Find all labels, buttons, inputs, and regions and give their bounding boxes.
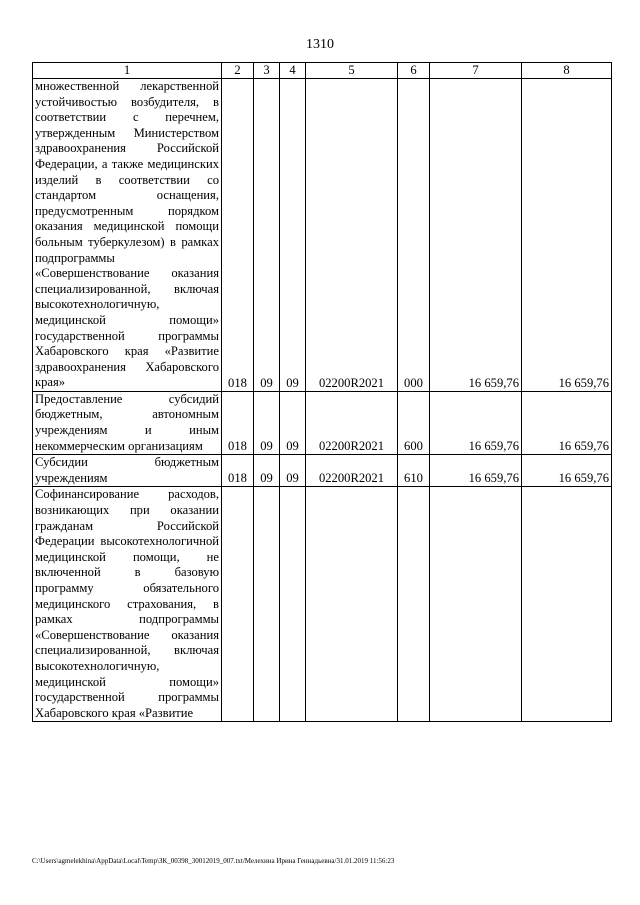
row-code-subsection: 09 <box>280 391 306 454</box>
row-code-section <box>254 487 280 722</box>
row-code-expense-type: 000 <box>398 79 430 392</box>
row-code-ministry: 018 <box>222 79 254 392</box>
row-code-ministry <box>222 487 254 722</box>
column-header-3: 3 <box>254 63 280 79</box>
column-header-7: 7 <box>430 63 522 79</box>
row-name: Софинансирование расходов, возникающих при оказании гражданам Российской Федерации высокотехнологичной медицинской помощи, не включенной в базовую программу обязательного медицинского страхования, в рамках подпрограммы «Совершенствование оказания специализированной, включая высокотехнологичную, медицинской помощи» государственной программы Хабаровского края «Развитие <box>33 487 222 722</box>
row-code-target: 02200R2021 <box>306 79 398 392</box>
row-code-section: 09 <box>254 391 280 454</box>
table-row <box>33 455 612 487</box>
row-code-target: 02200R2021 <box>306 455 398 487</box>
row-code-expense-type: 610 <box>398 455 430 487</box>
row-amount-1: 16 659,76 <box>430 79 522 392</box>
column-header-6: 6 <box>398 63 430 79</box>
row-code-expense-type <box>398 487 430 722</box>
column-header-8: 8 <box>522 63 612 79</box>
row-amount-2 <box>522 487 612 722</box>
row-name: множественной лекарственной устойчивостью возбудителя, в соответствии с перечнем, утвержденным Министерством здравоохранения Российской Федерации, а также медицинских изделий в соответствии со стандартом оснащения, предусмотренным порядком оказания медицинской помощи больным туберкулезом) в рамках подпрограммы «Совершенствование оказания специализированной, включая высокотехнологичную, медицинской помощи» государственной программы Хабаровского края «Развитие здравоохранения Хабаровского края» <box>33 79 222 392</box>
row-code-target <box>306 487 398 722</box>
header-row <box>33 63 612 79</box>
row-code-expense-type: 600 <box>398 391 430 454</box>
row-name: Субсидии бюджетным учреждениям <box>33 455 222 487</box>
row-code-ministry: 018 <box>222 455 254 487</box>
column-header-1: 1 <box>33 63 222 79</box>
table-row <box>33 79 612 392</box>
row-amount-2: 16 659,76 <box>522 79 612 392</box>
row-amount-2: 16 659,76 <box>522 455 612 487</box>
column-header-5: 5 <box>306 63 398 79</box>
file-path-footer: C:\Users\agmelekhina\AppData\Local\Temp\ЗК_00398_30012019_007.txt/Мелехина Ирина Геннадьевна/31.01.2019 11:56:23 <box>32 857 395 865</box>
row-amount-1 <box>430 487 522 722</box>
table-row <box>33 487 612 722</box>
row-name: Предоставление субсидий бюджетным, автономным учреждениям и иным некоммерческим организациям <box>33 391 222 454</box>
column-header-2: 2 <box>222 63 254 79</box>
row-code-section: 09 <box>254 79 280 392</box>
row-code-subsection <box>280 487 306 722</box>
row-code-section: 09 <box>254 455 280 487</box>
row-code-ministry: 018 <box>222 391 254 454</box>
row-code-target: 02200R2021 <box>306 391 398 454</box>
row-amount-1: 16 659,76 <box>430 391 522 454</box>
budget-table <box>32 62 612 722</box>
row-amount-2: 16 659,76 <box>522 391 612 454</box>
table-row <box>33 391 612 454</box>
page-number: 1310 <box>306 37 334 52</box>
row-code-subsection: 09 <box>280 455 306 487</box>
row-amount-1: 16 659,76 <box>430 455 522 487</box>
row-code-subsection: 09 <box>280 79 306 392</box>
column-header-4: 4 <box>280 63 306 79</box>
